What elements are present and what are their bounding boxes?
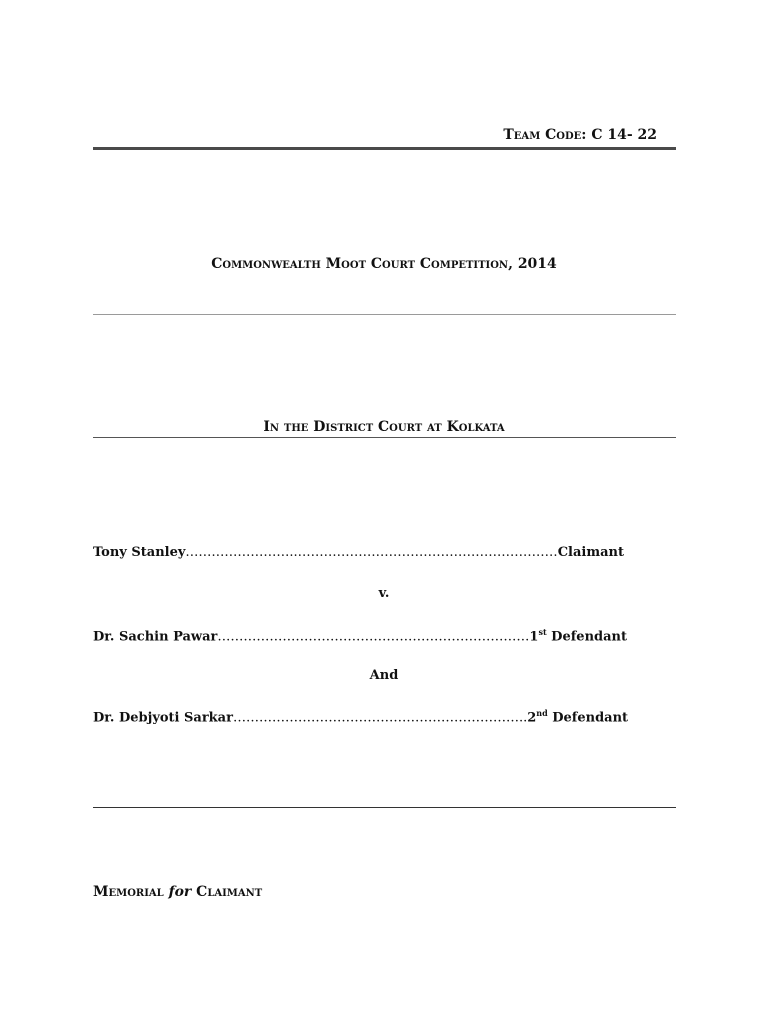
defendant2-ordinal: 2 bbox=[527, 710, 537, 726]
and-text: And bbox=[369, 668, 399, 683]
defendant1-role: Defendant bbox=[546, 629, 627, 645]
competition-divider bbox=[93, 314, 676, 315]
defendant2-dots: ………………………………………………………….. bbox=[232, 710, 528, 726]
defendant2-name: Dr. Debjyoti Sarkar bbox=[93, 710, 233, 726]
defendant2-role: Defendant bbox=[547, 710, 629, 726]
parties-divider bbox=[93, 807, 676, 808]
memorial-title bbox=[93, 884, 262, 900]
claimant-role: Claimant bbox=[557, 545, 624, 560]
defendant1-line bbox=[93, 627, 627, 644]
defendant2-ordinal-suffix: nd bbox=[536, 708, 548, 718]
court-divider bbox=[93, 437, 676, 438]
header-divider bbox=[93, 147, 676, 150]
versus-text: v. bbox=[378, 586, 390, 601]
defendant1-ordinal-suffix: st bbox=[538, 627, 547, 637]
memorial-suffix: Claimant bbox=[191, 884, 263, 900]
claimant-dots: ……………………..…………………………………………………… bbox=[185, 545, 558, 560]
competition-title: Commonwealth Moot Court Competition, 2014 bbox=[211, 256, 557, 272]
memorial-for: for bbox=[168, 884, 192, 900]
defendant1-ordinal: 1 bbox=[529, 629, 539, 645]
claimant-line bbox=[93, 545, 624, 560]
team-code: Team Code: C 14- 22 bbox=[503, 127, 657, 143]
defendant1-name: Dr. Sachin Pawar bbox=[93, 629, 218, 645]
defendant2-line bbox=[93, 708, 628, 725]
defendant1-dots: ……………………………………………………………… bbox=[217, 629, 530, 645]
memorial-prefix: Memorial bbox=[93, 884, 169, 900]
claimant-name: Tony Stanley bbox=[93, 545, 186, 560]
court-title: In the District Court at Kolkata bbox=[263, 419, 505, 435]
